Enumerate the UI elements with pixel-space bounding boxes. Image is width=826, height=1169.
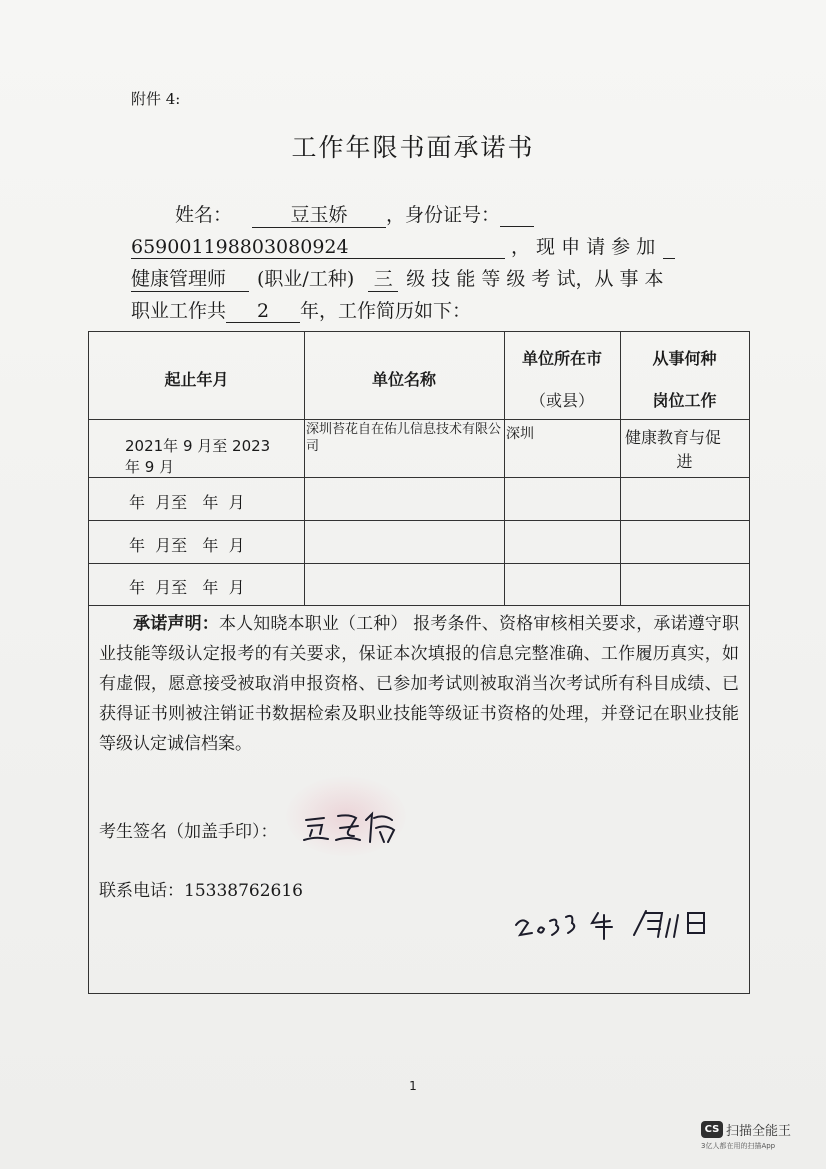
handwritten-date xyxy=(512,901,712,947)
intro-line-years xyxy=(131,296,471,323)
id-blank xyxy=(500,204,534,227)
declaration-body: 本人知晓本职业（工种） 报考条件、资格审核相关要求，承诺遵守职业技能等级认定报考的有关要求，保证本次填报的信息完整准确、工作履历真实，如有虚假，愿意接受被取消申报资格、已参加考试则被取消当次考试所有科目成绩、已获得证书则被注销证书数据检索及职业技能等级证书资格的处理，并登记在职业技能等级认定诚信档案。 xyxy=(99,614,740,754)
scanner-app-name: 扫描全能王 xyxy=(726,1124,792,1139)
row1-period-line1: 2021年 9 月至 2023 xyxy=(125,437,271,455)
scanner-watermark xyxy=(701,1119,801,1151)
row-divider xyxy=(89,605,749,606)
years-prefix: 职业工作共 xyxy=(131,300,227,322)
level-value: 三 xyxy=(368,264,398,292)
header-period: 起止年月 xyxy=(164,370,229,389)
phone-line xyxy=(99,876,303,901)
id-value: 659001198803080924 xyxy=(131,236,505,259)
header-company: 单位名称 xyxy=(371,370,436,389)
declaration xyxy=(99,609,739,759)
row-divider xyxy=(89,520,749,521)
row3-period: 年 月至 年 月 xyxy=(129,536,245,555)
intro-line-occupation xyxy=(131,264,664,292)
years-value: 2 xyxy=(226,300,300,323)
row1-post-line2: 进 xyxy=(676,452,693,471)
scanner-tagline: 3亿人都在用的扫描App xyxy=(701,1142,776,1150)
signature-label: 考生签名（加盖手印）： xyxy=(99,822,278,842)
apply-text: ， 现 申 请 参 加 xyxy=(511,236,656,258)
intro-line-id xyxy=(131,232,675,259)
header-city-line2: （或县） xyxy=(529,391,594,410)
declaration-heading: 承诺声明： xyxy=(133,614,219,634)
page-number: 1 xyxy=(409,1079,417,1093)
occupation-value: 健康管理师 xyxy=(131,264,249,292)
header-post-line1: 从事何种 xyxy=(652,349,717,368)
row-divider xyxy=(89,477,749,478)
row2-period: 年 月至 年 月 xyxy=(129,493,245,512)
level-text: 级 技 能 等 级 考 试，从 事 本 xyxy=(406,268,664,290)
name-value: 豆玉娇 xyxy=(252,200,386,228)
row1-period-line2: 年 9 月 xyxy=(125,458,175,476)
row4-period: 年 月至 年 月 xyxy=(129,578,245,597)
row1-post-line1: 健康教育与促 xyxy=(625,428,722,447)
header-city-line1: 单位所在市 xyxy=(521,349,602,368)
row-divider xyxy=(89,419,749,420)
scanner-logo-icon: CS xyxy=(701,1121,723,1138)
intro-line-name xyxy=(175,200,534,228)
occupation-label: (职业/工种) xyxy=(257,268,355,290)
col-divider xyxy=(504,332,505,605)
id-label: ，身份证号： xyxy=(386,204,501,226)
apply-blank xyxy=(663,236,675,259)
header-post-line2: 岗位工作 xyxy=(652,391,717,410)
phone-value: 15338762616 xyxy=(184,881,303,901)
name-label: 姓名： xyxy=(175,204,233,226)
document-title: 工作年限书面承诺书 xyxy=(291,133,535,162)
years-suffix: 年，工作简历如下： xyxy=(300,300,472,322)
work-history-table xyxy=(88,331,750,994)
row1-company: 深圳苔花自在佑儿信息技术有限公司 xyxy=(306,422,502,454)
handwritten-signature xyxy=(300,806,400,850)
row-divider xyxy=(89,563,749,564)
row1-city: 深圳 xyxy=(506,426,534,442)
phone-label: 联系电话： xyxy=(99,881,184,901)
attachment-label: 附件 4: xyxy=(131,90,181,108)
